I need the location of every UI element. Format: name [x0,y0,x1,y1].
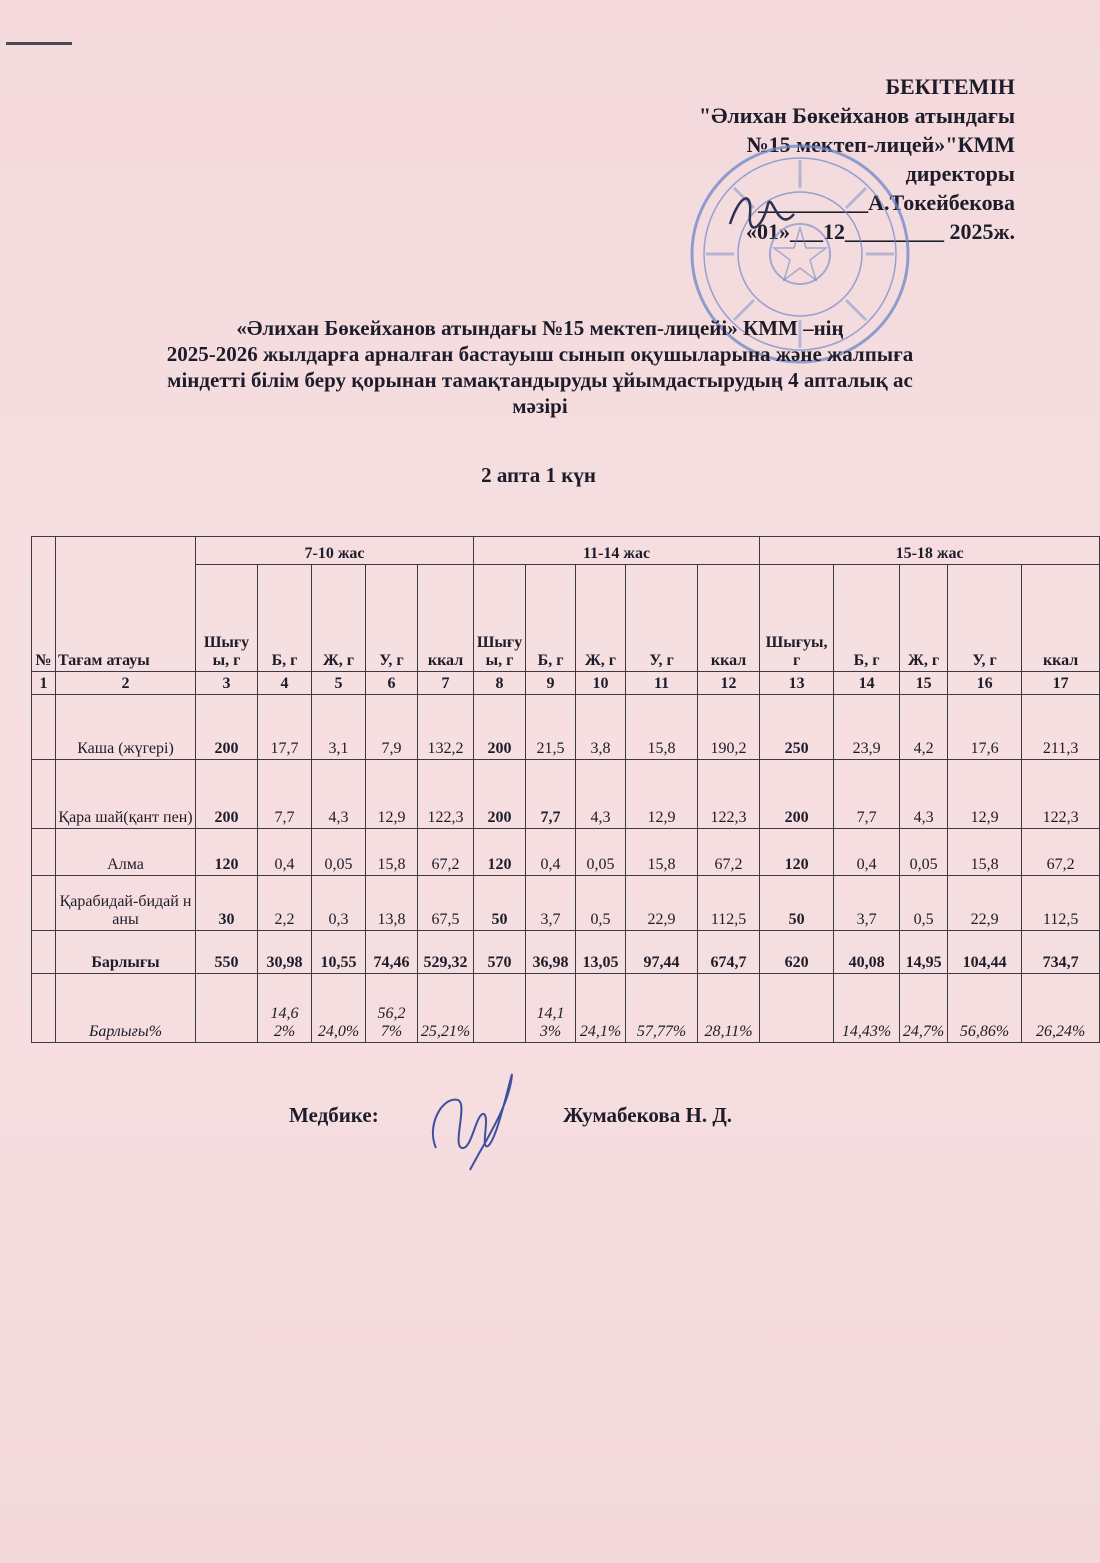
table-cell: 200 [196,760,258,829]
table-cell: 250 [760,695,834,760]
percent-cell [474,974,526,1043]
table-cell: 200 [760,760,834,829]
header-age-11-14: 11-14 жас [474,537,760,565]
table-cell: 200 [474,760,526,829]
table-cell: 17,6 [948,695,1022,760]
percent-cell: 56,27% [366,974,418,1043]
total-cell: 14,95 [900,931,948,974]
table-cell: 22,9 [626,876,698,931]
approval-org-line2: №15 мектеп-лицей»"КММ [746,132,1015,157]
total-cell: 570 [474,931,526,974]
subheader-cell: Ж, г [312,565,366,672]
percent-cell: 56,86% [948,974,1022,1043]
subheader-cell: ккал [698,565,760,672]
total-label: Барлығы [56,931,196,974]
column-number: 5 [312,672,366,695]
dish-name: Каша (жүгері) [56,695,196,760]
total-cell: 74,46 [366,931,418,974]
table-row [32,695,1100,760]
table-cell: 4,3 [312,760,366,829]
percent-cell: 28,11% [698,974,760,1043]
table-cell: 122,3 [1022,760,1100,829]
subheader-cell: Ж, г [576,565,626,672]
total-cell: 10,55 [312,931,366,974]
table-cell: 132,2 [418,695,474,760]
column-number: 15 [900,672,948,695]
table-cell: 15,8 [626,695,698,760]
total-cell: 734,7 [1022,931,1100,974]
table-cell: 112,5 [698,876,760,931]
percent-cell: 14,13% [526,974,576,1043]
column-number-row [32,672,1100,695]
percent-cell [760,974,834,1043]
table-cell: 50 [760,876,834,931]
column-number: 17 [1022,672,1100,695]
director-signature [722,184,802,244]
table-cell: 4,3 [900,760,948,829]
table-cell: 200 [474,695,526,760]
title-line1: «Әлихан Бөкейханов атындағы №15 мектеп-лицейі» КММ –нің [236,316,844,340]
column-number: 7 [418,672,474,695]
subheader-cell: Ж, г [900,565,948,672]
percent-label: Барлығы% [56,974,196,1043]
table-cell: 190,2 [698,695,760,760]
table-cell: 12,9 [366,760,418,829]
table-cell: 3,1 [312,695,366,760]
table-cell: 30 [196,876,258,931]
subheader-cell: Б, г [258,565,312,672]
subheader-cell: Шығуы, г [196,565,258,672]
row-number-cell [32,695,56,760]
table-cell: 2,2 [258,876,312,931]
total-cell: 550 [196,931,258,974]
table-cell: 0,3 [312,876,366,931]
corner-mark [6,42,72,45]
total-cell: 13,05 [576,931,626,974]
column-number: 14 [834,672,900,695]
dish-name: Қарабидай-бидай наны [56,876,196,931]
approval-date: «01»___12_________ 2025ж. [746,219,1015,244]
row-number-cell [32,974,56,1043]
table-cell: 13,8 [366,876,418,931]
table-cell: 7,7 [834,760,900,829]
approval-position: директоры [905,161,1015,186]
table-cell: 7,7 [258,760,312,829]
table-cell: 50 [474,876,526,931]
table-cell: 0,05 [576,829,626,876]
column-number: 16 [948,672,1022,695]
percent-cell: 14,62% [258,974,312,1043]
title-line2: 2025-2026 жылдарға арналған бастауыш сынып оқушыларына және жалпыға [166,342,914,366]
table-cell: 22,9 [948,876,1022,931]
row-number-cell [32,931,56,974]
header-age-7-10: 7-10 жас [196,537,474,565]
nurse-signature [422,1066,522,1176]
column-number: 2 [56,672,196,695]
column-number: 13 [760,672,834,695]
percent-cell: 24,1% [576,974,626,1043]
percent-cell: 24,7% [900,974,948,1043]
total-cell: 104,44 [948,931,1022,974]
approval-title: БЕКІТЕМІН [885,74,1015,99]
table-cell: 112,5 [1022,876,1100,931]
header-age-15-18: 15-18 жас [760,537,1100,565]
table-cell: 12,9 [948,760,1022,829]
dish-name: Қара шай(қант пен) [56,760,196,829]
percent-cell: 26,24% [1022,974,1100,1043]
title-line4: мәзірі [512,394,568,418]
table-cell: 7,9 [366,695,418,760]
percent-cell: 24,0% [312,974,366,1043]
table-cell: 67,2 [698,829,760,876]
header-no: № [32,537,56,672]
subheader-cell: ккал [1022,565,1100,672]
column-number: 6 [366,672,418,695]
percent-cell: 14,43% [834,974,900,1043]
row-number-cell [32,876,56,931]
table-cell: 3,8 [576,695,626,760]
column-number: 12 [698,672,760,695]
total-cell: 674,7 [698,931,760,974]
percent-row [32,974,1100,1043]
table-cell: 120 [196,829,258,876]
total-cell: 529,32 [418,931,474,974]
table-cell: 23,9 [834,695,900,760]
percent-cell: 57,77% [626,974,698,1043]
table-cell: 15,8 [366,829,418,876]
table-cell: 21,5 [526,695,576,760]
table-cell: 67,5 [418,876,474,931]
table-cell: 0,05 [900,829,948,876]
subheader-cell: У, г [948,565,1022,672]
percent-cell: 25,21% [418,974,474,1043]
total-cell: 36,98 [526,931,576,974]
table-cell: 211,3 [1022,695,1100,760]
week-day-label: 2 апта 1 күн [481,463,596,487]
row-number-cell [32,760,56,829]
table-cell: 15,8 [626,829,698,876]
total-row [32,931,1100,974]
menu-table [31,536,1100,1043]
nurse-label: Медбике: [289,1103,379,1127]
table-cell: 67,2 [418,829,474,876]
document-title [40,315,1040,419]
table-row [32,876,1100,931]
table-cell: 120 [474,829,526,876]
column-number: 8 [474,672,526,695]
dish-name: Алма [56,829,196,876]
table-cell: 0,05 [312,829,366,876]
table-cell: 15,8 [948,829,1022,876]
table-cell: 122,3 [418,760,474,829]
total-cell: 97,44 [626,931,698,974]
column-number: 3 [196,672,258,695]
column-number: 10 [576,672,626,695]
title-line3: міндетті білім беру қорынан тамақтандыруды ұйымдастырудың 4 апталық ас [167,368,913,392]
total-cell: 620 [760,931,834,974]
subheader-cell: ккал [418,565,474,672]
subheader-cell: Шығуы, г [474,565,526,672]
table-cell: 3,7 [834,876,900,931]
table-cell: 3,7 [526,876,576,931]
total-cell: 30,98 [258,931,312,974]
header-dish-name: Тағам атауы [56,537,196,672]
table-cell: 67,2 [1022,829,1100,876]
nurse-name: Жумабекова Н. Д. [563,1103,733,1127]
table-cell: 0,4 [834,829,900,876]
approval-signer: __________А.Токейбекова [758,190,1015,215]
column-number: 4 [258,672,312,695]
approval-org-line1: "Әлихан Бөкейханов атындағы [698,103,1015,128]
table-cell: 120 [760,829,834,876]
subheader-cell: У, г [366,565,418,672]
column-number: 1 [32,672,56,695]
subheader-cell: У, г [626,565,698,672]
table-row [32,760,1100,829]
subheader-cell: Б, г [526,565,576,672]
percent-cell [196,974,258,1043]
table-cell: 12,9 [626,760,698,829]
total-cell: 40,08 [834,931,900,974]
row-number-cell [32,829,56,876]
table-cell: 0,5 [900,876,948,931]
subheader-cell: Б, г [834,565,900,672]
table-cell: 0,5 [576,876,626,931]
subheader-cell: Шығуы, г [760,565,834,672]
table-cell: 7,7 [526,760,576,829]
table-row [32,829,1100,876]
table-cell: 4,3 [576,760,626,829]
table-cell: 0,4 [258,829,312,876]
table-cell: 200 [196,695,258,760]
table-cell: 4,2 [900,695,948,760]
table-cell: 17,7 [258,695,312,760]
column-number: 11 [626,672,698,695]
table-cell: 0,4 [526,829,576,876]
column-number: 9 [526,672,576,695]
table-cell: 122,3 [698,760,760,829]
